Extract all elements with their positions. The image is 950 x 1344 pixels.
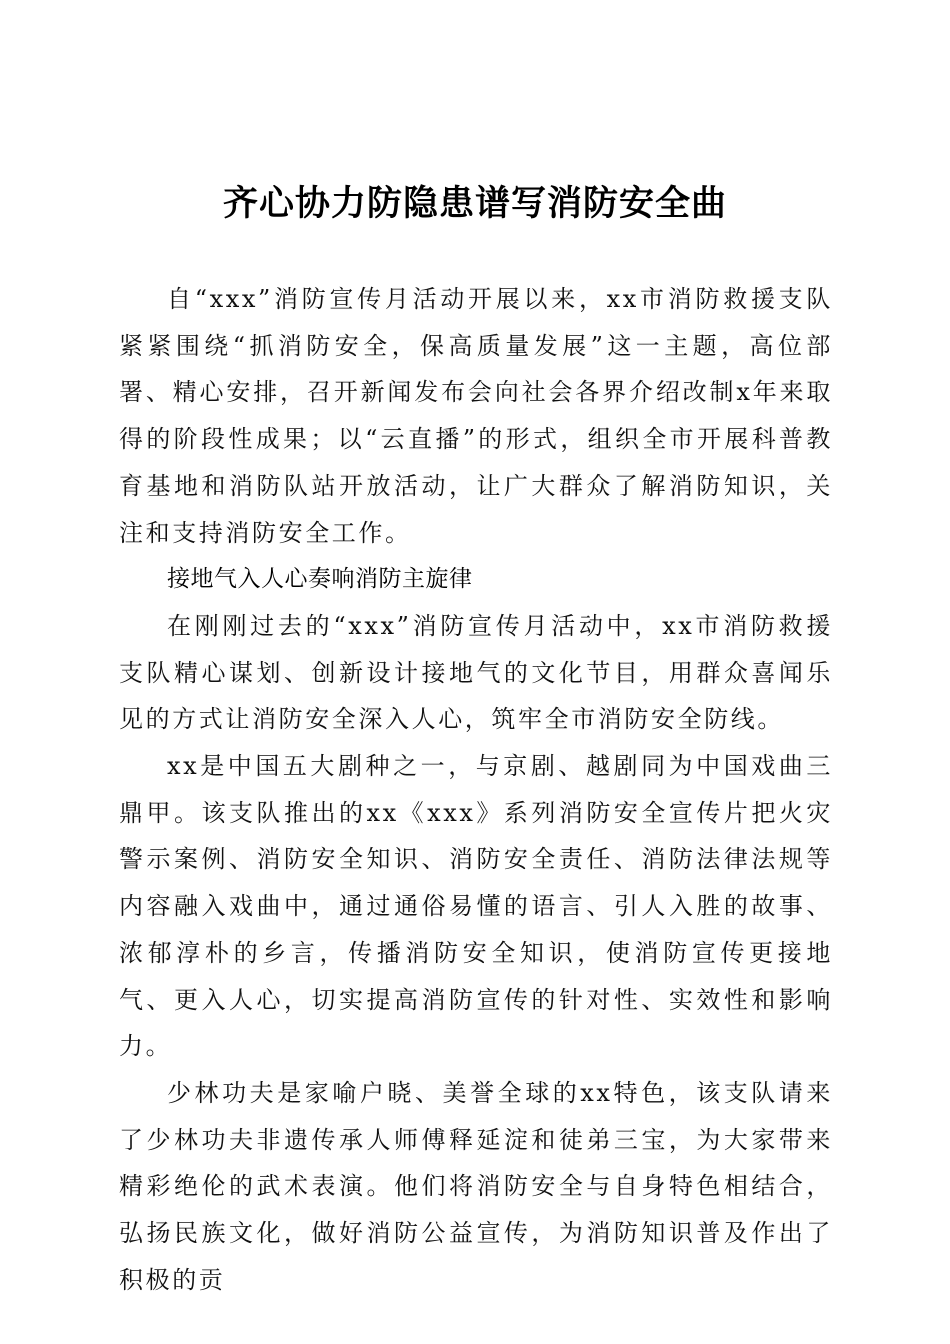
paragraph-campaign: 在刚刚过去的“xxx”消防宣传月活动中，xx市消防救援支队精心谋划、创新设计接地气的文化节目，用群众喜闻乐见的方式让消防安全深入人心，筑牢全市消防安全防线。 <box>119 611 833 734</box>
section-heading: 接地气入人心奏响消防主旋律 <box>167 566 473 593</box>
paragraph-shaolin: 少林功夫是家喻户晓、美誉全球的xx特色，该支队请来了少林功夫非遗传承人师傅释延淀和徒弟三宝，为大家带来精彩绝伦的武术表演。他们将消防安全与自身特色相结合，弘扬民族文化，做好消防公益宣传，为消防知识普及作出了积极的贡 <box>119 1078 833 1294</box>
paragraph-intro: 自“xxx”消防宣传月活动开展以来，xx市消防救援支队紧紧围绕“抓消防安全，保高质量发展”这一主题，高位部署、精心安排，召开新闻发布会向社会各界介绍改制x年来取得的阶段性成果；以“云直播”的形式，组织全市开展科普教育基地和消防队站开放活动，让广大群众了解消防知识，关注和支持消防安全工作。 <box>119 285 833 547</box>
paragraph-opera: xx是中国五大剧种之一，与京剧、越剧同为中国戏曲三鼎甲。该支队推出的xx《xxx》系列消防安全宣传片把火灾警示案例、消防安全知识、消防安全责任、消防法律法规等内容融入戏曲中，通过通俗易懂的语言、引人入胜的故事、浓郁淳朴的乡言，传播消防安全知识，使消防宣传更接地气、更入人心，切实提高消防宣传的针对性、实效性和影响力。 <box>119 752 833 1061</box>
document-title: 齐心协力防隐患谱写消防安全曲 <box>222 183 727 224</box>
document-body <box>119 276 833 1303</box>
